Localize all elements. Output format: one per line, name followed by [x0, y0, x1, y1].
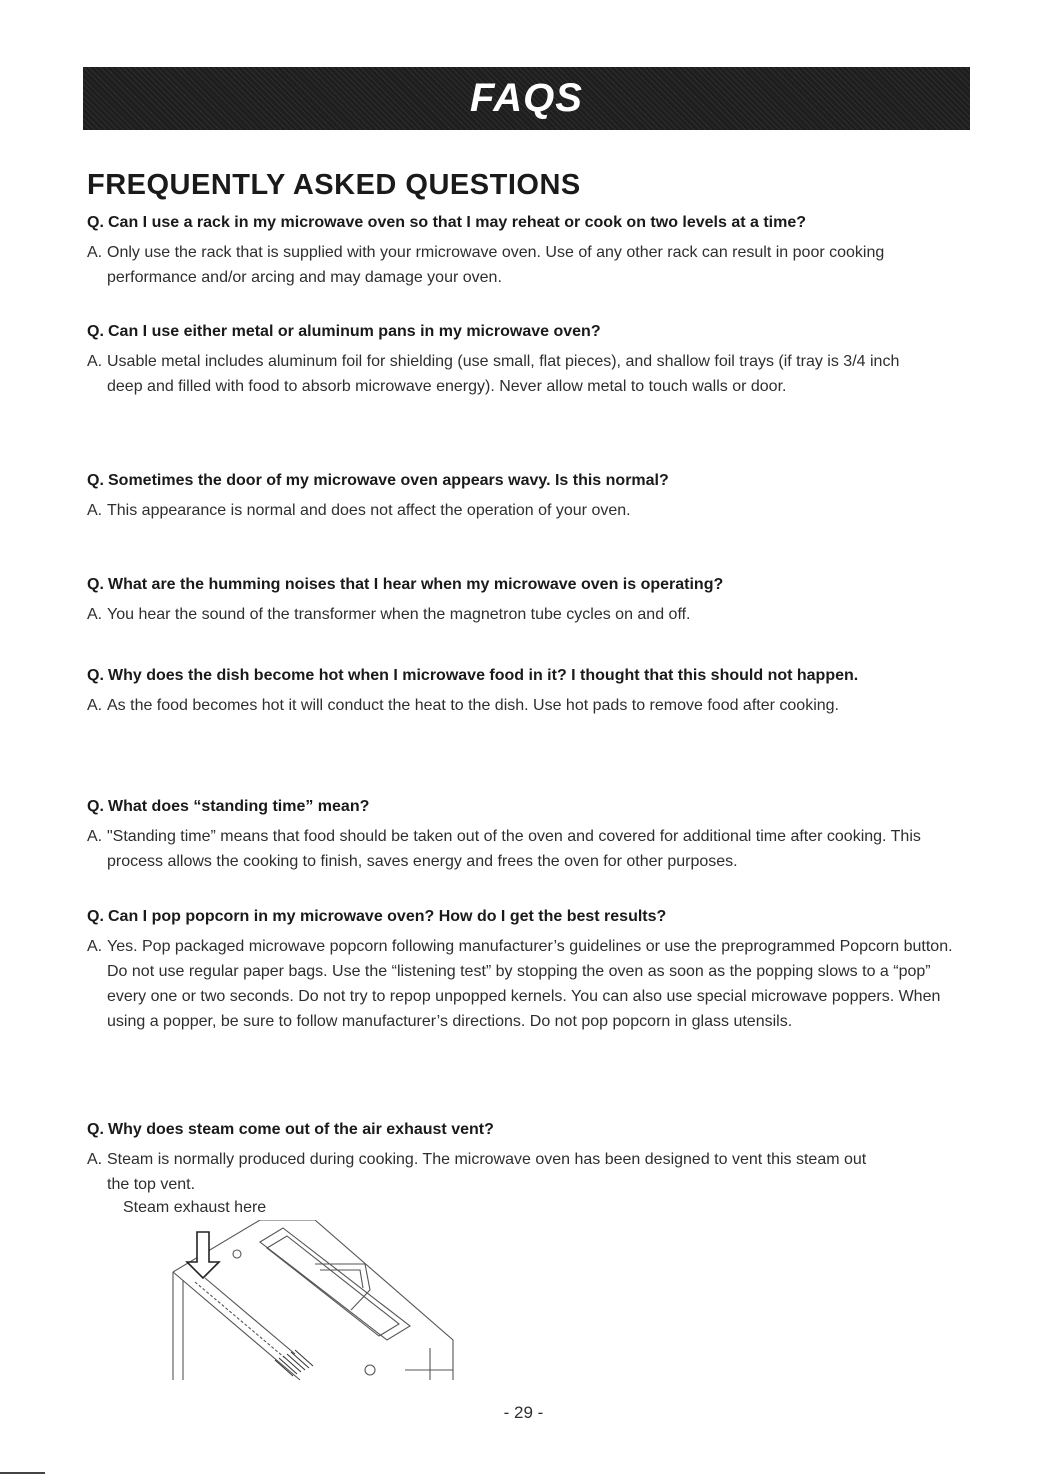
faq-answer: [87, 1147, 887, 1197]
faq-item-hot-dish: [87, 664, 887, 718]
question-text: Can I pop popcorn in my microwave oven? How do I get the best results?: [108, 908, 667, 925]
figure-caption: Steam exhaust here: [123, 1199, 267, 1216]
faq-question: [87, 664, 887, 688]
question-prefix: Q.: [87, 667, 104, 684]
microwave-vent-illustration: [165, 1220, 465, 1390]
front-grille-line: [195, 1282, 285, 1358]
faq-item-steam: [87, 1118, 887, 1197]
faq-answer: [87, 349, 927, 399]
question-prefix: Q.: [87, 908, 104, 925]
faq-item-wavy-door: [87, 469, 967, 523]
answer-text: Steam is normally produced during cooking. The microwave oven has been designed to vent this steam out the top vent.: [107, 1151, 867, 1193]
question-text: Why does steam come out of the air exhaust vent?: [108, 1121, 494, 1138]
answer-prefix: A.: [87, 244, 103, 261]
question-prefix: Q.: [87, 472, 104, 489]
microwave-front-edge: [173, 1272, 300, 1380]
faq-question: [87, 1118, 887, 1142]
answer-prefix: A.: [87, 502, 103, 519]
answer-text: Yes. Pop packaged microwave popcorn following manufacturer’s guidelines or use the preprogrammed Popcorn button.: [107, 938, 953, 955]
faq-item-popcorn: [87, 905, 957, 1034]
front-trim-line: [205, 1278, 295, 1354]
answer-prefix: A.: [87, 353, 103, 370]
faq-question: [87, 905, 957, 929]
faq-question: [87, 469, 967, 493]
top-vent-panel-inner: [267, 1236, 399, 1336]
vent-bracket: [315, 1264, 370, 1310]
exhaust-arrow-icon: [187, 1232, 219, 1278]
faq-answer: [87, 824, 967, 874]
top-vent-panel: [260, 1228, 410, 1340]
faq-item-standing-time: [87, 795, 967, 874]
answer-prefix: A.: [87, 938, 103, 955]
faq-question: [87, 211, 887, 235]
answer-text: "Standing time” means that food should be taken out of the oven and covered for additional time after cooking. This process allows the cooking to finish, saves energy and frees the oven for other purposes.: [107, 828, 921, 870]
question-prefix: Q.: [87, 576, 104, 593]
faq-answer: [87, 934, 957, 1034]
faq-question: [87, 573, 967, 597]
answer-prefix: A.: [87, 828, 103, 845]
page-number: - 29 -: [503, 1403, 544, 1422]
question-text: Sometimes the door of my microwave oven appears wavy. Is this normal?: [108, 472, 669, 489]
answer-text: As the food becomes hot it will conduct the heat to the dish. Use hot pads to remove food after cooking.: [107, 697, 839, 714]
question-prefix: Q.: [87, 214, 104, 231]
faq-answer: [87, 498, 967, 523]
answer-text: Do not use regular paper bags. Use the “listening test” by stopping the oven as soon as the popping slows to a “pop” every one or two seconds. Do not try to repop unpopped kernels. You can also use special microwave poppers. When using a popper, be sure to follow manufacturer’s directions. Do not pop popcorn in glass utensils.: [107, 963, 941, 1030]
faq-question: [87, 320, 927, 344]
question-text: Can I use a rack in my microwave oven so that I may reheat or cook on two levels at a time?: [108, 214, 807, 231]
answer-prefix: A.: [87, 1151, 103, 1168]
answer-text: This appearance is normal and does not affect the operation of your oven.: [107, 502, 631, 519]
faq-question: [87, 795, 967, 819]
faq-item-rack: [87, 211, 887, 290]
faq-item-humming: [87, 573, 967, 627]
page-heading: FREQUENTLY ASKED QUESTIONS: [87, 169, 581, 201]
screw-circle: [365, 1365, 375, 1375]
question-prefix: Q.: [87, 323, 104, 340]
question-prefix: Q.: [87, 1121, 104, 1138]
faq-item-metal-pans: [87, 320, 927, 399]
question-text: What does “standing time” mean?: [108, 798, 370, 815]
faq-answer: [87, 602, 967, 627]
banner-title: FAQS: [470, 76, 583, 120]
microwave-top-outline: [173, 1220, 453, 1380]
faq-answer: [87, 693, 887, 718]
answer-prefix: A.: [87, 697, 103, 714]
question-text: What are the humming noises that I hear when my microwave oven is operating?: [108, 576, 724, 593]
title-banner: [83, 67, 970, 130]
answer-prefix: A.: [87, 606, 103, 623]
screw-circle: [233, 1250, 241, 1258]
answer-text: Usable metal includes aluminum foil for shielding (use small, flat pieces), and shallow foil trays (if tray is 3/4 inch deep and filled with food to absorb microwave energy). Never allow metal to touch walls or door.: [107, 353, 900, 395]
question-text: Can I use either metal or aluminum pans in my microwave oven?: [108, 323, 601, 340]
faq-answer: [87, 240, 887, 290]
question-prefix: Q.: [87, 798, 104, 815]
answer-text: You hear the sound of the transformer when the magnetron tube cycles on and off.: [107, 606, 691, 623]
answer-text: Only use the rack that is supplied with your rmicrowave oven. Use of any other rack can result in poor cooking performance and/or arcing and may damage your oven.: [107, 244, 885, 286]
bottom-rule: [0, 1472, 45, 1474]
question-text: Why does the dish become hot when I microwave food in it? I thought that this should not happen.: [108, 667, 859, 684]
